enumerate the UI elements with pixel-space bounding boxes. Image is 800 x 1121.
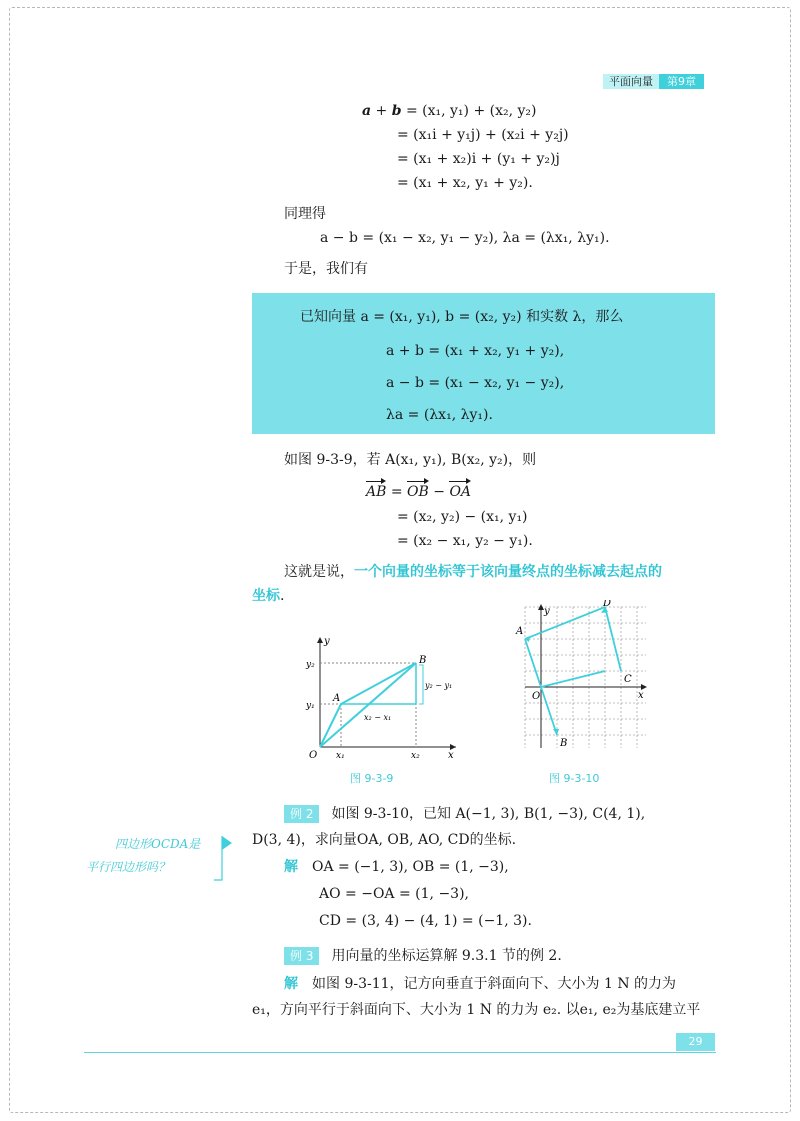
fig1-vector-oa — [320, 704, 341, 747]
sum-derivation-line-2: = (x₁i + y₁j) + (x₂i + y₂j) — [397, 127, 569, 143]
fig2-label-o: O — [532, 691, 541, 702]
ab-vector-formula: AB = OB − OA — [366, 484, 472, 500]
figure-intro-text: 如图 9-3-9，若 A(x₁, y₁), B(x₂, y₂)，则 — [284, 452, 537, 468]
ab-line-3: = (x₂ − x₁, y₂ − y₁). — [397, 533, 533, 549]
example-2-solution-label: 解 — [284, 859, 298, 875]
figure-9-3-9 — [298, 632, 462, 760]
header-chapter: 第9章 — [659, 74, 704, 89]
conclusion-line-2: 坐标. — [252, 588, 285, 604]
fig1-label-y: y — [324, 636, 330, 647]
margin-note-line-2: 平行四边形吗？ — [86, 860, 171, 874]
fig2-vector-ao — [525, 639, 541, 687]
fig1-label-y2: y₂ — [306, 660, 315, 670]
fig2-label-a: A — [516, 626, 524, 637]
conclusion-highlight: 一个向量的坐标等于该向量终点的坐标减去起点的 — [354, 564, 662, 580]
example-2-line-1: 例 2 如图 9-3-10，已知 A(−1, 3), B(1, −3), C(4, 1), — [284, 804, 645, 824]
example-2-solution-1: 解 OA = (−1, 3), OB = (1, −3), — [284, 859, 509, 875]
fig2-label-c: C — [624, 674, 632, 685]
sum-derivation-line-1: a + b = (x₁, y₁) + (x₂, y₂) — [362, 103, 537, 119]
theorem-sum: a + b = (x₁ + x₂, y₁ + y₂), — [386, 343, 565, 359]
footer-rule — [84, 1052, 716, 1053]
fig1-vector-ab — [341, 663, 416, 704]
example-2-solution-3: CD = (3, 4) − (4, 1) = (−1, 3). — [319, 913, 532, 929]
figure-9-3-10-caption: 图 9-3-10 — [549, 772, 600, 785]
figure-9-3-9-caption: 图 9-3-9 — [350, 772, 394, 785]
example-2-line-2: D(3, 4)，求向量OA, OB, AO, CD的坐标. — [252, 832, 517, 848]
fig2-label-y: y — [544, 606, 550, 617]
running-header — [603, 74, 704, 89]
fig1-label-x1: x₁ — [336, 751, 345, 760]
theorem-scalar: λa = (λx₁, λy₁). — [386, 407, 493, 423]
margin-note-flag-icon — [214, 834, 234, 884]
fig2-label-b: B — [560, 738, 568, 749]
similarly-text: 同理得 — [284, 206, 326, 222]
example-3-solution-line-2: e₁，方向平行于斜面向下、大小为 1 N 的力为 e₂. 以e₁, e₂为基底建立平 — [252, 1002, 701, 1018]
sum-derivation-line-3: = (x₁ + x₂)i + (y₁ + y₂)j — [397, 151, 560, 167]
fig1-dy-brace — [419, 665, 423, 704]
fig1-vector-ob — [320, 663, 416, 747]
example-3-tag: 例 3 — [284, 947, 319, 965]
example-3-solution-label: 解 — [284, 976, 298, 992]
theorem-intro: 已知向量 a = (x₁, y₁), b = (x₂, y₂) 和实数 λ，那么 — [300, 309, 624, 325]
fig1-label-y1: y₁ — [306, 701, 315, 711]
ab-line-2: = (x₂, y₂) − (x₁, y₁) — [397, 509, 528, 525]
fig2-vector-ob — [541, 687, 557, 735]
sum-derivation-line-4: = (x₁ + x₂, y₁ + y₂). — [397, 175, 533, 191]
example-3-line: 例 3 用向量的坐标运算解 9.3.1 节的例 2. — [284, 946, 562, 966]
example-3-solution-line-1: 解 如图 9-3-11，记方向垂直于斜面向下、大小为 1 N 的力为 — [284, 976, 677, 992]
figure-9-3-10 — [514, 600, 654, 760]
fig1-y-arrow — [317, 637, 323, 643]
page-number: 29 — [676, 1033, 715, 1051]
fig1-label-dy: y₂ − y₁ — [425, 681, 453, 690]
fig1-label-x: x — [448, 750, 454, 760]
fig2-label-x: x — [638, 690, 644, 701]
conclusion-line-1: 这就是说，一个向量的坐标等于该向量终点的坐标减去起点的 — [284, 564, 662, 580]
fig2-label-d: D — [603, 600, 612, 609]
theorem-difference: a − b = (x₁ − x₂, y₁ − y₂), — [386, 375, 565, 391]
example-2-solution-2: AO = −OA = (1, −3), — [319, 886, 469, 902]
fig1-label-dx: x₂ − x₁ — [364, 713, 392, 722]
example-2-tag: 例 2 — [284, 805, 319, 823]
fig1-label-a: A — [333, 693, 341, 704]
margin-note-line-1: 四边形OCDA是 — [115, 837, 201, 851]
fig1-label-o: O — [309, 750, 318, 760]
thus-text: 于是，我们有 — [284, 261, 368, 277]
fig1-label-b: B — [419, 655, 427, 666]
difference-scalar-formula: a − b = (x₁ − x₂, y₁ − y₂), λa = (λx₁, λy₁). — [320, 230, 610, 246]
fig1-label-x2: x₂ — [411, 751, 420, 760]
header-title: 平面向量 — [603, 74, 659, 89]
